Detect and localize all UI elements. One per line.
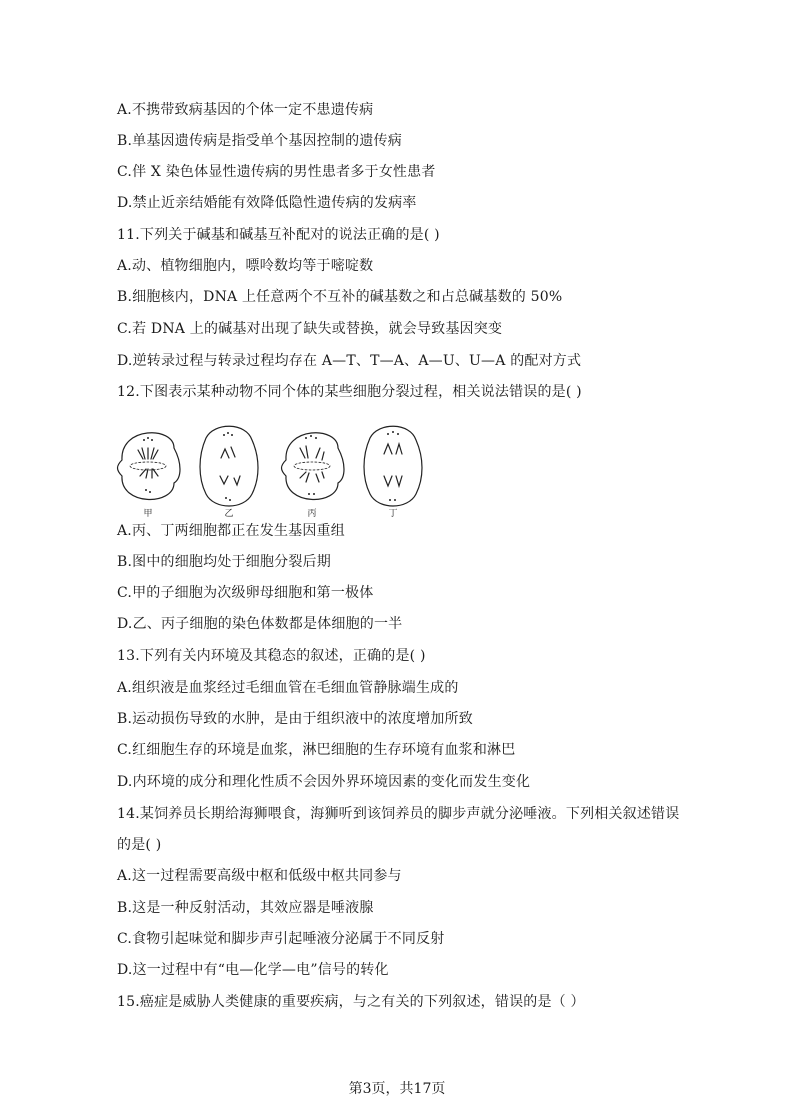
q13-option-a: A.组织液是血浆经过毛细血管在毛细血管静脉端生成的 xyxy=(117,680,459,696)
q11-option-c: C.若 DNA 上的碱基对出现了缺失或替换，就会导致基因突变 xyxy=(117,321,503,337)
q11-stem: 11.下列关于碱基和碱基互补配对的说法正确的是( ) xyxy=(117,227,440,243)
q14-stem-line2: 的是( ) xyxy=(117,837,162,853)
page-number-footer: 第3页，共17页 xyxy=(348,1081,446,1097)
q10-option-b: B.单基因遗传病是指受单个基因控制的遗传病 xyxy=(117,133,402,149)
q13-option-c: C.红细胞生存的环境是血浆，淋巴细胞的生存环境有血浆和淋巴 xyxy=(117,742,516,758)
q11-option-a: A.动、植物细胞内，嘌呤数均等于嘧啶数 xyxy=(117,258,374,274)
q10-option-d: D.禁止近亲结婚能有效降低隐性遗传病的发病率 xyxy=(117,195,417,211)
cell-jia-diagram xyxy=(118,433,181,500)
cell-division-figure xyxy=(112,418,432,518)
q14-option-d: D.这一过程中有“电—化学—电”信号的转化 xyxy=(117,962,389,978)
cell-bing-diagram xyxy=(282,433,345,500)
q12-stem: 12.下图表示某种动物不同个体的某些细胞分裂过程，相关说法错误的是( ) xyxy=(117,384,582,400)
q10-option-c: C.伴 X 染色体显性遗传病的男性患者多于女性患者 xyxy=(117,164,436,180)
figure-label-yi: 乙 xyxy=(224,509,234,518)
cell-yi-diagram xyxy=(200,426,258,506)
q12-option-c: C.甲的子细胞为次级卵母细胞和第一极体 xyxy=(117,585,374,601)
q10-option-a: A.不携带致病基因的个体一定不患遗传病 xyxy=(117,102,374,118)
q13-option-d: D.内环境的成分和理化性质不会因外界环境因素的变化而发生变化 xyxy=(117,774,531,790)
q14-stem-line1: 14.某饲养员长期给海狮喂食，海狮听到该饲养员的脚步声就分泌唾液。下列相关叙述错误 xyxy=(117,806,680,822)
cell-ding-diagram xyxy=(364,426,422,506)
figure-label-jia: 甲 xyxy=(143,509,153,518)
q14-option-b: B.这是一种反射活动，其效应器是唾液腺 xyxy=(117,900,374,916)
q12-option-a: A.丙、丁两细胞都正在发生基因重组 xyxy=(117,523,345,539)
q13-option-b: B.运动损伤导致的水肿，是由于组织液中的浓度增加所致 xyxy=(117,711,473,727)
q11-option-d: D.逆转录过程与转录过程均存在 A—T、T—A、A—U、U—A 的配对方式 xyxy=(117,353,582,369)
q13-stem: 13.下列有关内环境及其稳态的叙述，正确的是( ) xyxy=(117,648,426,664)
figure-label-bing: 丙 xyxy=(307,509,317,518)
q12-option-d: D.乙、丙子细胞的染色体数都是体细胞的一半 xyxy=(117,616,403,632)
figure-label-ding: 丁 xyxy=(388,509,398,518)
q14-option-a: A.这一过程需要高级中枢和低级中枢共同参与 xyxy=(117,868,402,884)
q15-stem: 15.癌症是威胁人类健康的重要疾病，与之有关的下列叙述，错误的是（ ） xyxy=(117,994,585,1010)
q14-option-c: C.食物引起味觉和脚步声引起唾液分泌属于不同反射 xyxy=(117,931,445,947)
q11-option-b: B.细胞核内，DNA 上任意两个不互补的碱基数之和占总碱基数的 50% xyxy=(117,289,563,305)
q12-option-b: B.图中的细胞均处于细胞分裂后期 xyxy=(117,554,331,570)
